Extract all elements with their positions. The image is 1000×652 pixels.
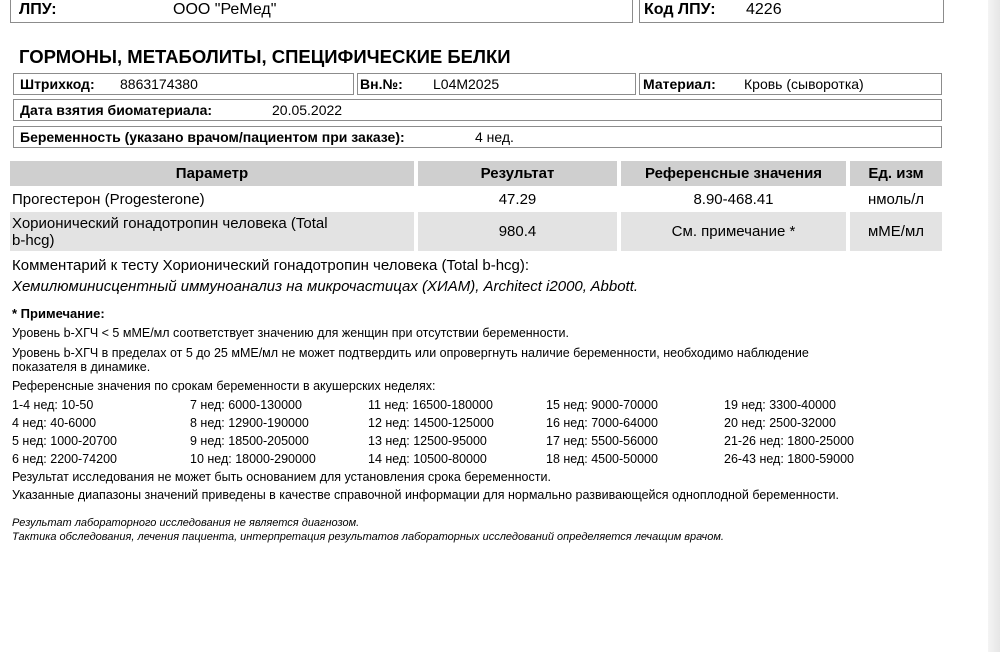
lpu-value: ООО "РеМед" <box>173 1 277 18</box>
lpu-code-box <box>639 0 944 23</box>
lpu-code-value: 4226 <box>746 1 782 18</box>
row-reference: См. примечание * <box>621 212 846 251</box>
disclaimer-line: Тактика обследования, лечения пациента, интерпретация результатов лабораторных исследований определяется лечащим врачом. <box>12 531 724 543</box>
col-header-result: Результат <box>418 161 617 186</box>
week-range: 26-43 нед: 1800-59000 <box>724 452 854 466</box>
week-range: 7 нед: 6000-130000 <box>190 398 302 412</box>
note-line: Результат исследования не может быть основанием для установления срока беременности. <box>12 470 551 484</box>
week-range: 8 нед: 12900-190000 <box>190 416 309 430</box>
week-range: 19 нед: 3300-40000 <box>724 398 836 412</box>
week-range: 10 нед: 18000-290000 <box>190 452 316 466</box>
section-title: ГОРМОНЫ, МЕТАБОЛИТЫ, СПЕЦИФИЧЕСКИЕ БЕЛКИ <box>19 46 511 67</box>
week-range: 6 нед: 2200-74200 <box>12 452 117 466</box>
note-title: * Примечание: <box>12 306 105 321</box>
week-range: 4 нед: 40-6000 <box>12 416 97 430</box>
week-range: 16 нед: 7000-64000 <box>546 416 658 430</box>
material-value: Кровь (сыворотка) <box>744 76 864 92</box>
week-range: 15 нед: 9000-70000 <box>546 398 658 412</box>
col-header-reference: Референсные значения <box>621 161 846 186</box>
barcode-box <box>13 73 354 95</box>
week-range: 18 нед: 4500-50000 <box>546 452 658 466</box>
week-range: 20 нед: 2500-32000 <box>724 416 836 430</box>
pregnancy-label: Беременность (указано врачом/пациентом при заказе): <box>20 129 405 145</box>
barcode-label: Штрихкод: <box>20 76 95 92</box>
week-range: 5 нед: 1000-20700 <box>12 434 117 448</box>
pregnancy-value: 4 нед. <box>475 129 514 145</box>
material-box <box>639 73 942 95</box>
row-unit: мМЕ/мл <box>850 212 942 251</box>
barcode-value: 8863174380 <box>120 76 198 92</box>
collection-date-value: 20.05.2022 <box>272 102 343 118</box>
col-header-parameter: Параметр <box>10 161 414 186</box>
disclaimer-line: Результат лабораторного исследования не является диагнозом. <box>12 517 360 529</box>
row-reference: 8.90-468.41 <box>693 191 774 208</box>
inner-number-value: L04M2025 <box>433 76 500 92</box>
week-range: 9 нед: 18500-205000 <box>190 434 309 448</box>
note-line: показателя в динамике. <box>12 360 151 374</box>
note-line: Референсные значения по срокам беременности в акушерских неделях: <box>12 379 436 393</box>
week-range: 14 нед: 10500-80000 <box>368 452 487 466</box>
lpu-box <box>10 0 633 23</box>
week-range: 21-26 нед: 1800-25000 <box>724 434 854 448</box>
note-line: Уровень b-ХГЧ в пределах от 5 до 25 мМЕ/мл не может подтвердить или опровергнуть наличие беременности, необходимо наблюдение <box>12 346 809 360</box>
row-param-line2: b-hcg) <box>12 231 55 249</box>
pregnancy-box <box>13 126 942 148</box>
material-label: Материал: <box>643 76 716 92</box>
page-edge-shadow <box>988 0 1000 652</box>
comment-method: Хемилюминисцентный иммуноанализ на микрочастицах (ХИАМ), Architect i2000, Abbott. <box>12 278 639 295</box>
week-range: 12 нед: 14500-125000 <box>368 416 494 430</box>
week-range: 11 нед: 16500-180000 <box>368 398 493 412</box>
row-unit: нмоль/л <box>867 191 925 208</box>
note-line: Указанные диапазоны значений приведены в качестве справочной информации для нормально развивающейся одноплодной беременности. <box>12 488 839 502</box>
note-line: Уровень b-ХГЧ < 5 мМЕ/мл соответствует значению для женщин при отсутствии беременности. <box>12 326 569 340</box>
collection-date-label: Дата взятия биоматериала: <box>20 102 213 118</box>
row-result: 980.4 <box>418 212 617 251</box>
row-param <box>10 212 414 251</box>
col-header-unit: Ед. изм <box>850 161 942 186</box>
collection-date-box <box>13 99 942 121</box>
row-param-line1: Хорионический гонадотропин человека (Total <box>12 214 328 232</box>
inner-number-label: Вн.№: <box>360 76 403 92</box>
comment-title: Комментарий к тесту Хорионический гонадотропин человека (Total b-hcg): <box>12 257 530 274</box>
week-range: 13 нед: 12500-95000 <box>368 434 487 448</box>
week-range: 17 нед: 5500-56000 <box>546 434 658 448</box>
lpu-code-label: Код ЛПУ: <box>644 1 716 18</box>
row-result: 47.29 <box>498 191 537 208</box>
week-range: 1-4 нед: 10-50 <box>12 398 94 412</box>
inner-number-box <box>357 73 636 95</box>
lpu-label: ЛПУ: <box>19 1 57 18</box>
row-param: Прогестерон (Progesterone) <box>12 191 205 208</box>
